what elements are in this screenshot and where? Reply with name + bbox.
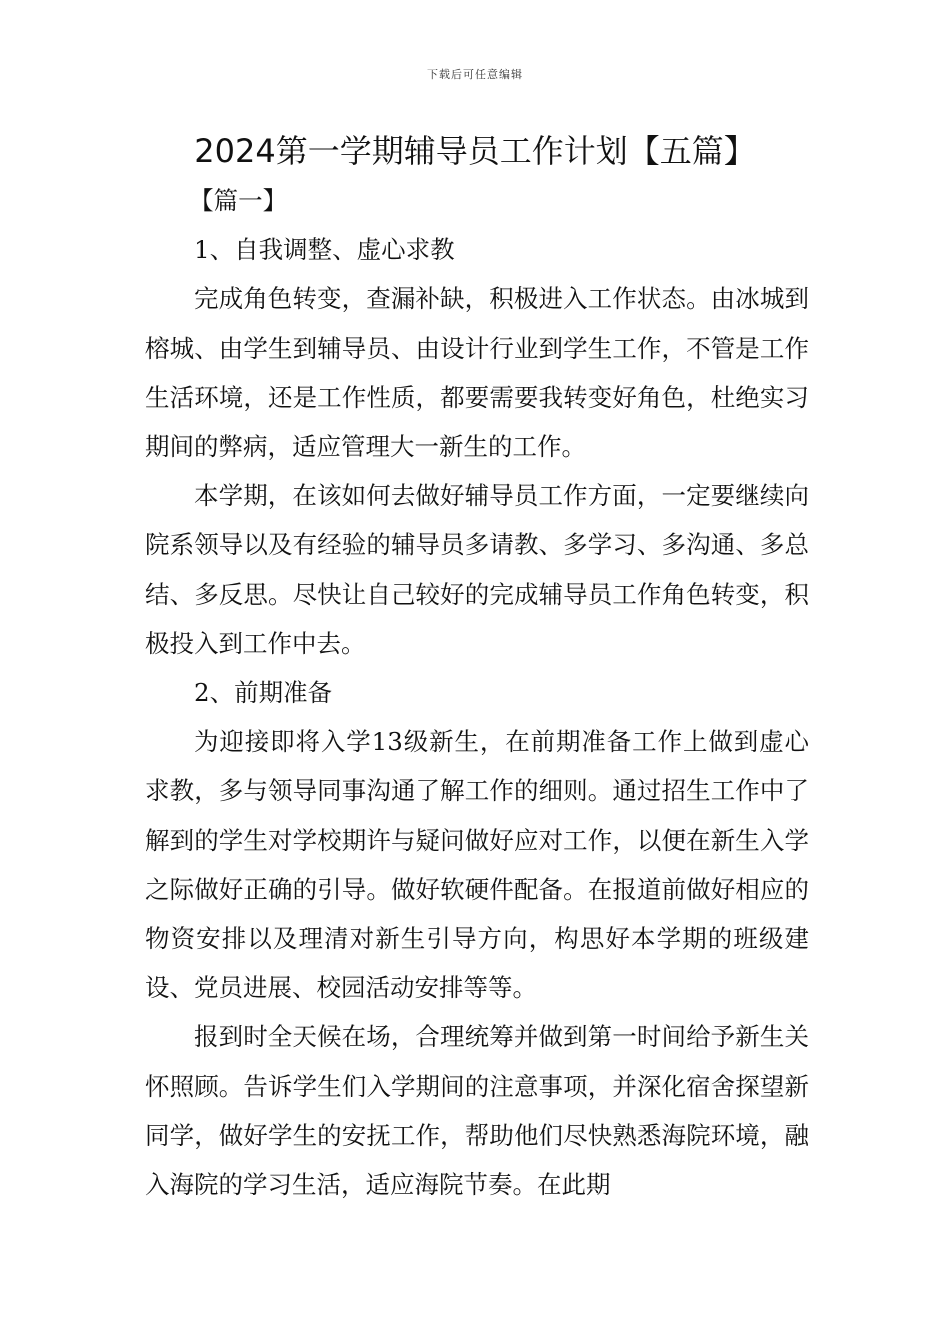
paragraph-new-students: 为迎接即将入学13级新生，在前期准备工作上做到虚心求教，多与领导同事沟通了解工作的细则。通过招生工作中了解到的学生对学校期许与疑问做好应对工作，以便在新生入学之际做好正确的引导。做好软硬件配备。在报道前做好相应的物资安排以及理清对新生引导方向，构思好本学期的班级建设、党员进展、校园活动安排等等。 <box>145 727 809 1003</box>
paragraph-registration: 报到时全天候在场，合理统筹并做到第一时间给予新生关怀照顾。告诉学生们入学期间的注意事项，并深化宿舍探望新同学，做好学生的安抚工作，帮助他们尽快熟悉海院环境，融入海院的学习生活，适应海院节奏。在此期 <box>145 1022 809 1200</box>
paragraph-semester-learning: 本学期，在该如何去做好辅导员工作方面，一定要继续向院系领导以及有经验的辅导员多请教、多学习、多沟通、多总结、多反思。尽快让自己较好的完成辅导员工作角色转变，积极投入到工作中去。 <box>145 481 809 658</box>
paragraph-role-change: 完成角色转变，查漏补缺，积极进入工作状态。由冰城到榕城、由学生到辅导员、由设计行业到学生工作，不管是工作生活环境，还是工作性质，都要需要我转变好角色，杜绝实习期间的弊病，适应管理大一新生的工作。 <box>145 284 809 462</box>
section-label: 【篇一】 <box>189 186 288 215</box>
heading-preparation: 2、前期准备 <box>194 678 333 708</box>
heading-self-adjustment: 1、自我调整、虚心求教 <box>194 235 455 265</box>
document-title: 2024第一学期辅导员工作计划【五篇】 <box>194 132 756 170</box>
header-note: 下载后可任意编辑 <box>427 68 523 81</box>
document-body <box>145 176 809 1209</box>
